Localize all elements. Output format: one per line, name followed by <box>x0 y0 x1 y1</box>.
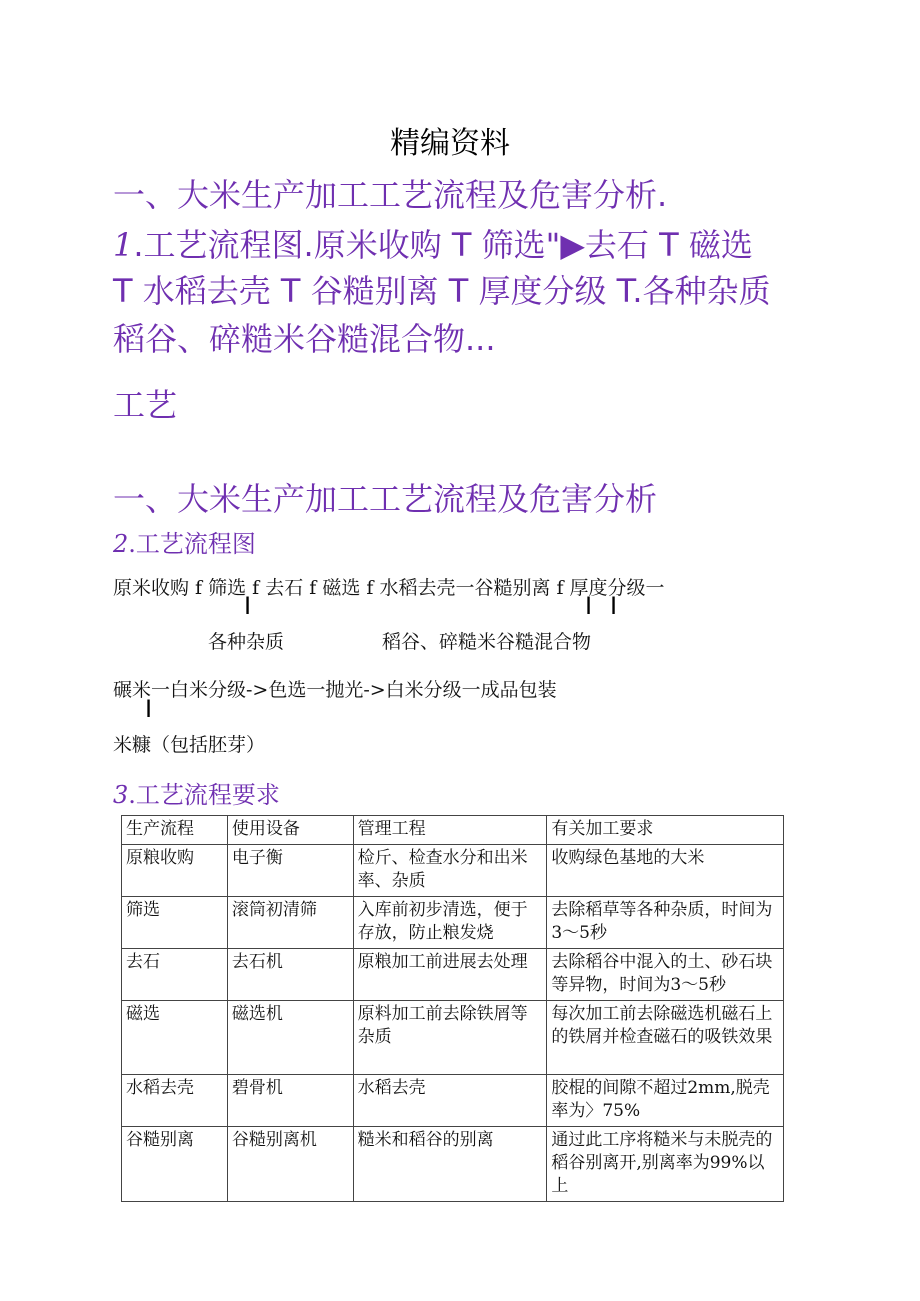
section-heading: 一、大米生产加工工艺流程及危害分析 <box>113 480 658 518</box>
flow-label-bran: 米糠（包括胚芽） <box>113 734 266 756</box>
table-cell: 原粮收购 <box>122 845 228 897</box>
flow-branch-bar-4: I <box>145 695 153 723</box>
table-cell: 收购绿色基地的大米 <box>547 845 784 897</box>
section-word: 工艺 <box>113 386 178 424</box>
table-header-cell: 有关加工要求 <box>547 816 784 845</box>
table-cell: 每次加工前去除磁选机磁石上的铁屑并检查磁石的吸铁效果 <box>547 1001 784 1075</box>
table-cell: 谷糙别离机 <box>227 1127 353 1202</box>
table-cell: 谷糙别离 <box>122 1127 228 1202</box>
table-row <box>122 1075 784 1127</box>
flow-branch-bar-3: I <box>610 592 618 620</box>
table-header-row <box>122 816 784 845</box>
table-header-cell: 使用设备 <box>227 816 353 845</box>
subheading-2 <box>113 524 256 559</box>
table-row <box>122 897 784 949</box>
table-row <box>122 1127 784 1202</box>
table-cell: 去石机 <box>227 949 353 1001</box>
table-cell: 原粮加工前进展去处理 <box>353 949 547 1001</box>
table-cell: 电子衡 <box>227 845 353 897</box>
table-cell: 滚筒初清筛 <box>227 897 353 949</box>
table-cell: 通过此工序将糙米与未脱壳的稻谷别离开,别离率为99%以上 <box>547 1127 784 1202</box>
flow-summary-text-1: .工艺流程图.原米收购 T 筛选"▶去石 T 磁选 <box>133 226 753 264</box>
table-cell: 去除稻草等各种杂质，时间为3～5秒 <box>547 897 784 949</box>
table-header-cell: 管理工程 <box>353 816 547 845</box>
table-row <box>122 949 784 1001</box>
table-cell: 原料加工前去除铁屑等杂质 <box>353 1001 547 1075</box>
subheading-3-number: 3 <box>113 781 129 809</box>
flow-label-mixture: 稻谷、碎糙米谷糙混合物 <box>382 631 592 653</box>
table-cell: 检斤、检查水分和出米率、杂质 <box>353 845 547 897</box>
table-cell: 磁选 <box>122 1001 228 1075</box>
flow-summary-line-2: T 水稻去壳 T 谷糙别离 T 厚度分级 T.各种杂质 <box>113 272 771 310</box>
flow-branch-bar-1: I <box>244 592 252 620</box>
table-cell: 糙米和稻谷的别离 <box>353 1127 547 1202</box>
flow-line-2: 碾米一白米分级->色选一抛光->白米分级一成品包装 <box>113 679 557 701</box>
page-header-title: 精编资料 <box>390 126 510 161</box>
subheading-2-text: .工艺流程图 <box>128 530 256 558</box>
flow-branch-bar-2: I <box>585 592 593 620</box>
main-heading: 一、大米生产加工工艺流程及危害分析. <box>113 176 668 214</box>
table-cell: 筛选 <box>122 897 228 949</box>
table-cell: 去石 <box>122 949 228 1001</box>
table-cell: 碧骨机 <box>227 1075 353 1127</box>
table-cell: 胶棍的间隙不超过2mm,脱壳率为〉75% <box>547 1075 784 1127</box>
table-cell: 水稻去壳 <box>122 1075 228 1127</box>
flow-summary-line-1 <box>113 220 753 266</box>
flow-summary-number: 1 <box>113 226 134 264</box>
subheading-3 <box>113 775 280 810</box>
table-row <box>122 1001 784 1075</box>
table-row <box>122 845 784 897</box>
flow-line-1: 原米收购 f 筛选 f 去石 f 磁选 f 水稻去壳一谷糙别离 f 厚度分级一 <box>113 577 665 599</box>
table-cell: 去除稻谷中混入的土、砂石块等异物，时间为3～5秒 <box>547 949 784 1001</box>
process-requirements-table <box>121 815 784 1202</box>
flow-summary-line-3: 稻谷、碎糙米谷糙混合物... <box>113 320 496 358</box>
subheading-2-number: 2 <box>113 530 129 558</box>
table-cell: 入库前初步清选，便于存放，防止粮发烧 <box>353 897 547 949</box>
table-header-cell: 生产流程 <box>122 816 228 845</box>
subheading-3-text: .工艺流程要求 <box>128 781 280 809</box>
table-cell: 磁选机 <box>227 1001 353 1075</box>
table-cell: 水稻去壳 <box>353 1075 547 1127</box>
flow-label-impurities: 各种杂质 <box>208 631 285 653</box>
